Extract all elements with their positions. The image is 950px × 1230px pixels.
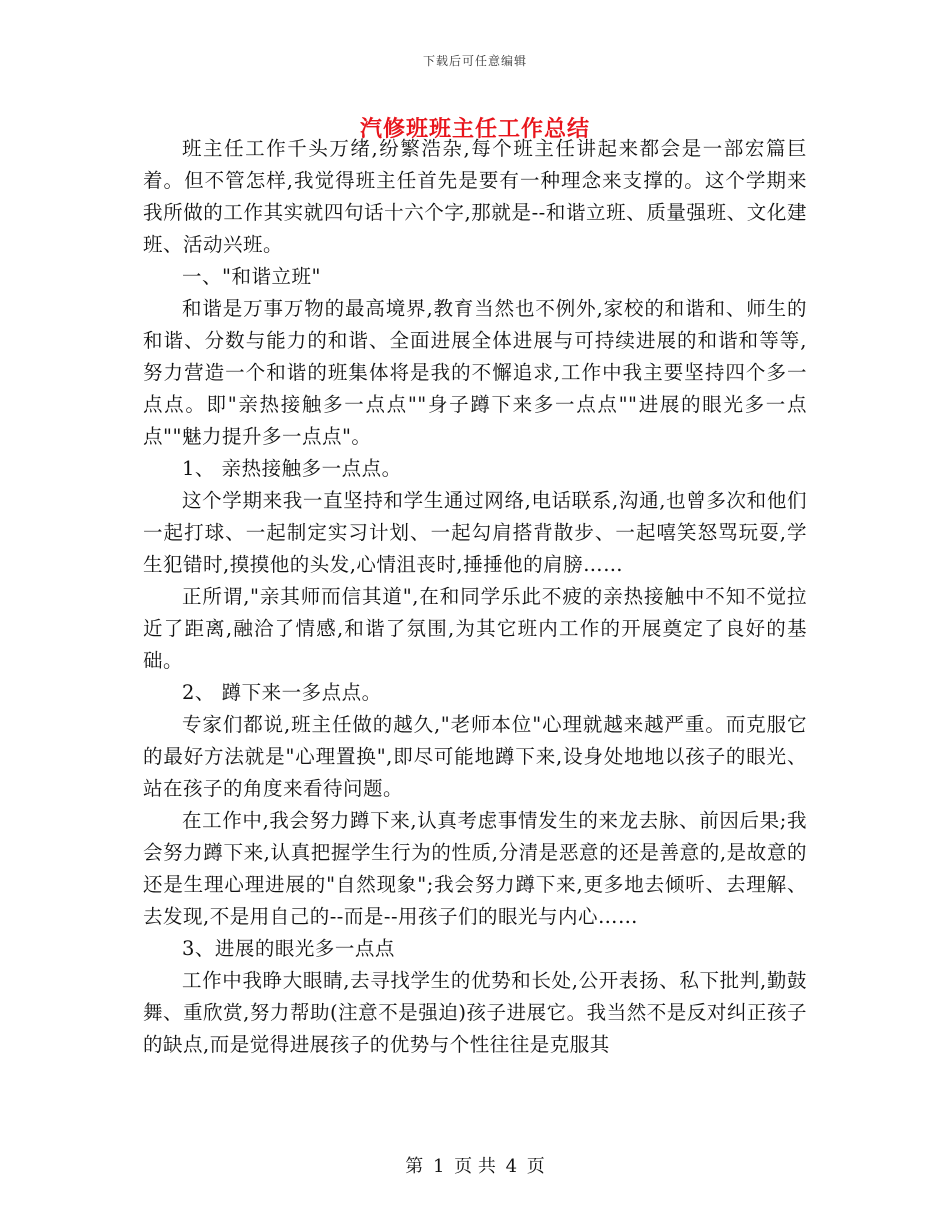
paragraph-contact: 这个学期来我一直坚持和学生通过网络,电话联系,沟通,也曾多次和他们一起打球、一起制定实习计划、一起勾肩搭背散步、一起嘻笑怒骂玩耍,学生犯错时,摸摸他的头发,心情沮丧时,捶捶他的肩膀…… <box>143 489 807 576</box>
section-heading-1: 一、"和谐立班" <box>182 265 321 288</box>
document-title: 汽修班班主任工作总结 <box>359 116 590 142</box>
header-note: 下载后可任意编辑 <box>422 54 527 68</box>
paragraph-harmony: 和谐是万事万物的最高境界,教育当然也不例外,家校的和谐和、师生的和谐、分数与能力的和谐、全面进展全体进展与可持续进展的和谐和等等,努力营造一个和谐的班集体将是我的不懈追求,工作中我主要坚持四个多一点点。即"亲热接触多一点点""身子蹲下来多一点点""进展的眼光多一点点""魅力提升多一点点"。 <box>143 297 807 448</box>
page-prefix: 第 <box>405 1156 424 1177</box>
page-suffix: 页 <box>526 1156 545 1177</box>
page-mid: 页 共 <box>454 1156 496 1177</box>
paragraph-development: 工作中我睁大眼睛,去寻找学生的优势和长处,公开表扬、私下批判,勤鼓舞、重欣赏,努力帮助(注意不是强迫)孩子进展它。我当然不是反对纠正孩子的缺点,而是觉得进展孩子的优势与个性往往是克服其 <box>143 969 807 1056</box>
subsection-heading-3: 3、进展的眼光多一点点 <box>182 937 395 960</box>
paragraph-experts: 专家们都说,班主任做的越久,"老师本位"心理就越来越严重。而克服它的最好方法就是"心理置换",即尽可能地蹲下来,设身处地地以孩子的眼光、站在孩子的角度来看待问题。 <box>143 713 807 800</box>
page-current: 1 <box>432 1156 445 1177</box>
subsection-heading-2: 2、 蹲下来一多点点。 <box>182 681 382 704</box>
paragraph-trust: 正所谓,"亲其师而信其道",在和同学乐此不疲的亲热接触中不知不觉拉近了距离,融洽了情感,和谐了氛围,为其它班内工作的开展奠定了良好的基础。 <box>143 585 807 672</box>
page-number-footer <box>0 1152 950 1178</box>
paragraph-intro: 班主任工作千头万绪,纷繁浩杂,每个班主任讲起来都会是一部宏篇巨着。但不管怎样,我觉得班主任首先是要有一种理念来支撑的。这个学期来我所做的工作其实就四句话十六个字,那就是--和谐立班、质量强班、文化建班、活动兴班。 <box>143 137 807 256</box>
page-total: 4 <box>505 1156 518 1177</box>
paragraph-squat-down: 在工作中,我会努力蹲下来,认真考虑事情发生的来龙去脉、前因后果;我会努力蹲下来,认真把握学生行为的性质,分清是恶意的还是善意的,是故意的还是生理心理进展的"自然现象";我会努力蹲下来,更多地去倾听、去理解、去发现,不是用自己的--而是--用孩子们的眼光与内心…… <box>143 809 807 928</box>
document-body <box>143 133 807 1061</box>
subsection-heading-1: 1、 亲热接触多一点点。 <box>182 457 402 480</box>
